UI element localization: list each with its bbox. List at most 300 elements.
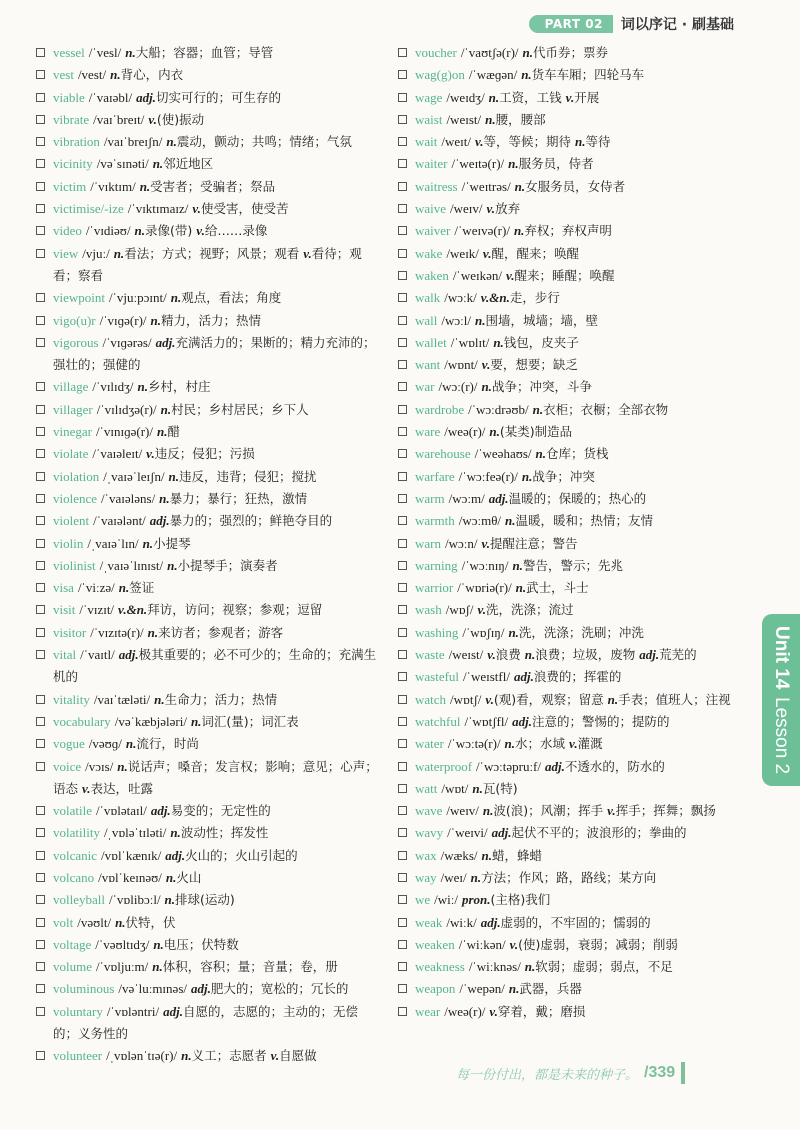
entry-part-of-speech: n. (152, 959, 163, 975)
entry-word: waiter (415, 156, 448, 172)
entry-body (415, 153, 740, 175)
entry-part-of-speech: v. (506, 267, 515, 283)
entry-part-of-speech: n. (508, 624, 519, 640)
entry-phonetic: /ˈwɔːtə(r)/ (447, 736, 501, 752)
entry-phonetic: /ˈvɪɡərəs/ (102, 334, 152, 350)
entry-checkbox[interactable] (36, 472, 45, 481)
entry-body (415, 488, 740, 510)
entry-word: volleyball (53, 892, 105, 908)
entry-checkbox[interactable] (398, 316, 407, 325)
entry-body (53, 287, 378, 309)
entry-word: vest (53, 67, 74, 83)
entry-checkbox[interactable] (36, 293, 45, 302)
entry-part-of-speech: adj. (150, 803, 171, 819)
entry-checkbox[interactable] (398, 137, 407, 146)
entry-meaning: 给……录像 (204, 223, 268, 239)
entry-body (53, 243, 378, 288)
entry-part-of-speech: n. (493, 334, 504, 350)
entry-part-of-speech: n. (522, 45, 533, 60)
entry-checkbox[interactable] (398, 695, 407, 704)
entry-part-of-speech: v. (607, 803, 616, 819)
entry-checkbox[interactable] (398, 271, 407, 280)
entry-checkbox[interactable] (398, 405, 407, 414)
entry-checkbox[interactable] (398, 739, 407, 748)
entry-word: viable (53, 89, 85, 105)
entry-checkbox[interactable] (398, 338, 407, 347)
entry-meaning: 浪费；垃圾，废物 (535, 647, 636, 663)
entry-checkbox[interactable] (36, 405, 45, 414)
entry-word: waterproof (415, 758, 473, 774)
entry-checkbox[interactable] (398, 226, 407, 235)
vocab-entry (398, 376, 740, 398)
entry-part-of-speech: adj. (480, 914, 501, 930)
entry-word: wash (415, 602, 442, 618)
entry-phonetic: /vɒlˈkeɪnəʊ/ (98, 869, 162, 885)
entry-part-of-speech: n. (513, 223, 525, 239)
entry-phonetic: /ˈwɔːtəpruːf/ (476, 758, 541, 774)
entry-checkbox[interactable] (36, 449, 45, 458)
entry-checkbox[interactable] (36, 316, 45, 325)
vocab-entry (398, 822, 740, 844)
entry-meaning: 自愿做 (279, 1048, 317, 1064)
vocab-entry (36, 800, 378, 822)
entry-word: weakness (415, 959, 465, 975)
entry-checkbox[interactable] (398, 293, 407, 302)
entry-checkbox[interactable] (398, 583, 407, 592)
entry-checkbox[interactable] (36, 561, 45, 570)
entry-body (415, 622, 740, 644)
entry-checkbox[interactable] (398, 605, 407, 614)
entry-part-of-speech: n. (489, 424, 500, 440)
entry-part-of-speech: n. (160, 401, 172, 417)
entry-part-of-speech: n. (470, 869, 482, 885)
entry-phonetic: /ˈwepən/ (459, 981, 505, 997)
entry-part-of-speech: v. (196, 223, 205, 239)
entry-checkbox[interactable] (36, 226, 45, 235)
vocab-entry (398, 867, 740, 889)
entry-body (415, 733, 740, 755)
entry-part-of-speech: v. (509, 936, 519, 952)
vocab-entry (398, 131, 740, 153)
entry-phonetic: /wɒʃ/ (445, 602, 474, 618)
entry-body (415, 42, 740, 64)
entry-part-of-speech: v. (270, 1048, 280, 1064)
entry-phonetic: /wɔː(r)/ (438, 379, 478, 395)
entry-body (415, 287, 740, 309)
entry-checkbox[interactable] (36, 516, 45, 525)
entry-checkbox[interactable] (36, 873, 45, 882)
vocab-entry (398, 689, 740, 711)
entry-word: voluminous (53, 981, 115, 997)
entry-phonetic: /ˈvɪdiəʊ/ (85, 223, 131, 239)
entry-word: watt (415, 780, 438, 796)
entry-meaning: 围墙，城墙；墙，壁 (485, 312, 598, 328)
entry-checkbox[interactable] (36, 650, 45, 659)
entry-meaning: 等待 (585, 134, 611, 150)
entry-body (53, 800, 378, 822)
vocab-entry (36, 399, 378, 421)
entry-meaning: 体积，容积；量；音量；卷，册 (162, 959, 338, 975)
vocab-entry (398, 889, 740, 911)
vocab-entry (398, 778, 740, 800)
entry-meaning: 代币券；票券 (532, 45, 608, 60)
entry-meaning: 精力，活力；热情 (160, 312, 261, 328)
entry-phonetic: /ˌvɒləˈtɪləti/ (103, 825, 167, 841)
entry-body (53, 220, 378, 242)
entry-word: victim (53, 178, 87, 194)
entry-checkbox[interactable] (36, 851, 45, 860)
entry-body (415, 510, 740, 532)
entry-part-of-speech: n. (170, 825, 181, 841)
entry-word: village (53, 379, 89, 395)
entry-meaning: 词汇(量)；词汇表 (201, 713, 299, 729)
entry-body (53, 87, 378, 109)
entry-body (53, 912, 378, 934)
entry-checkbox[interactable] (398, 70, 407, 79)
entry-phonetic: /vəˈkæbjələri/ (114, 713, 187, 729)
entry-checkbox[interactable] (36, 115, 45, 124)
entry-meaning: 来访者；参观者；游客 (158, 624, 284, 640)
entry-part-of-speech: n. (139, 178, 151, 194)
entry-meaning: 波动性；挥发性 (180, 825, 269, 841)
vocab-entry (36, 622, 378, 644)
entry-meaning: 提醒注意；警告 (490, 535, 578, 551)
entry-word: waive (415, 201, 447, 217)
entry-part-of-speech: pron. (461, 892, 491, 908)
entry-meaning: 醋 (167, 424, 180, 440)
entry-phonetic: /ˈvɪktɪm/ (90, 178, 136, 194)
entry-word: watchful (415, 713, 461, 729)
entry-part-of-speech: n. (515, 580, 527, 596)
entry-phonetic: /weɪk/ (446, 245, 479, 261)
entry-checkbox[interactable] (36, 48, 45, 57)
entry-checkbox[interactable] (398, 784, 407, 793)
entry-part-of-speech: n. (508, 981, 520, 997)
entry-meaning: 钱包，皮夹子 (503, 334, 579, 350)
entry-part-of-speech: n. (181, 1048, 192, 1064)
entry-body (53, 421, 378, 443)
entry-phonetic: /ˈwɒʃɪŋ/ (462, 624, 505, 640)
entry-part-of-speech: n. (147, 624, 159, 640)
vocab-entry (398, 287, 740, 309)
entry-phonetic: /wɔːl/ (441, 312, 471, 328)
entry-part-of-speech: adj. (544, 758, 565, 774)
entry-phonetic: /ˈvaɪələns/ (101, 490, 156, 506)
entry-checkbox[interactable] (36, 93, 45, 102)
entry-body (53, 176, 378, 198)
entry-checkbox[interactable] (398, 93, 407, 102)
entry-part-of-speech: n. (472, 780, 483, 796)
entry-phonetic: /ˈwɔːfeə(r)/ (458, 468, 518, 484)
entry-body (53, 599, 378, 621)
entry-checkbox[interactable] (36, 806, 45, 815)
entry-checkbox[interactable] (398, 851, 407, 860)
entry-checkbox[interactable] (398, 828, 407, 837)
entry-word: violinist (53, 557, 96, 573)
entry-meaning: 邻近地区 (163, 156, 214, 172)
vocab-entry (398, 64, 740, 86)
entry-meaning: 说话声；嗓音；发言权；影响；意见；心声；语态 (53, 758, 378, 796)
entry-phonetic: /ˈvaʊtʃə(r)/ (460, 45, 519, 60)
vocab-entry (398, 510, 740, 532)
entry-phonetic: /vɒlˈkænɪk/ (101, 847, 162, 863)
entry-checkbox[interactable] (398, 628, 407, 637)
entry-checkbox[interactable] (398, 962, 407, 971)
entry-meaning: 警告，警示；先兆 (522, 557, 623, 573)
entry-meaning: 肥大的；宽松的；冗长的 (210, 981, 349, 997)
entry-checkbox[interactable] (36, 695, 45, 704)
vocab-entry (36, 867, 378, 889)
vocab-entry (398, 176, 740, 198)
entry-word: waste (415, 647, 445, 663)
entry-meaning: 背心，内衣 (120, 67, 184, 83)
vocab-entry (36, 42, 378, 64)
entry-checkbox[interactable] (36, 204, 45, 213)
vocab-entry (36, 510, 378, 532)
entry-phonetic: /wɔːmθ/ (458, 513, 502, 529)
entry-checkbox[interactable] (398, 427, 407, 436)
entry-meaning: 方法；作风；路，路线；某方向 (481, 869, 657, 885)
entry-checkbox[interactable] (36, 962, 45, 971)
entry-body (53, 153, 378, 175)
entry-body (53, 332, 378, 377)
entry-body (53, 42, 378, 64)
entry-meaning: 不透水的，防水的 (564, 758, 665, 774)
vocab-entry (36, 87, 378, 109)
vocab-entry (398, 332, 740, 354)
entry-phonetic: /ˌvaɪəˈleɪʃn/ (103, 468, 165, 484)
entry-body (415, 443, 740, 465)
entry-phonetic: /ˈwɔːnɪŋ/ (461, 557, 509, 573)
entry-body (53, 1045, 378, 1067)
entry-part-of-speech: adj. (488, 490, 509, 506)
entry-meaning: 拜访，访问；视察；参观；逗留 (147, 602, 323, 618)
right-column (398, 42, 740, 1068)
vocab-entry (398, 756, 740, 778)
vocab-entry (398, 488, 740, 510)
entry-body (53, 443, 378, 465)
entry-checkbox[interactable] (36, 539, 45, 548)
entry-phonetic: /ˈweɪtə(r)/ (451, 156, 505, 172)
entry-checkbox[interactable] (398, 494, 407, 503)
entry-word: video (53, 223, 82, 239)
entry-checkbox[interactable] (36, 583, 45, 592)
entry-meaning: 瓦(特) (482, 780, 518, 796)
entry-meaning: 违反，违背；侵犯；搅扰 (179, 468, 317, 484)
entry-checkbox[interactable] (36, 762, 45, 771)
entry-body (53, 867, 378, 889)
entry-word: warm (415, 490, 445, 506)
entry-checkbox[interactable] (398, 449, 407, 458)
entry-checkbox[interactable] (36, 159, 45, 168)
page-footer (456, 1062, 685, 1084)
entry-body (415, 822, 740, 844)
entry-phonetic: /weə(r)/ (444, 424, 486, 440)
entry-meaning: 手表；值班人；注视 (618, 691, 731, 707)
entry-word: way (415, 869, 437, 885)
entry-checkbox[interactable] (36, 1051, 45, 1060)
entry-part-of-speech: v. (477, 602, 486, 618)
vocab-entry (398, 198, 740, 220)
entry-meaning: 村民；乡村居民；乡下人 (171, 401, 309, 417)
entry-checkbox[interactable] (398, 360, 407, 369)
entry-checkbox[interactable] (36, 918, 45, 927)
entry-part-of-speech: n. (512, 557, 523, 573)
vocab-entry (398, 711, 740, 733)
entry-word: visitor (53, 624, 87, 640)
entry-body (415, 87, 740, 109)
entry-word: wave (415, 803, 443, 819)
entry-checkbox[interactable] (398, 182, 407, 191)
entry-part-of-speech: n. (117, 758, 128, 774)
entry-checkbox[interactable] (398, 806, 407, 815)
entry-phonetic: /ˈvaɪələnt/ (93, 513, 146, 529)
entry-body (53, 577, 378, 599)
entry-meaning: 武士，斗士 (526, 580, 589, 596)
vocab-entry (36, 533, 378, 555)
entry-phonetic: /ˌvɒlənˈtɪə(r)/ (106, 1048, 178, 1064)
entry-checkbox[interactable] (398, 48, 407, 57)
entry-meaning: 暴力的；强烈的；鲜艳夺目的 (169, 513, 333, 529)
entry-part-of-speech: v. (192, 201, 201, 217)
entry-checkbox[interactable] (36, 382, 45, 391)
header-title: 词以序记 · 刷基础 (620, 17, 734, 33)
entry-part-of-speech: n. (535, 446, 546, 462)
entry-word: vital (53, 647, 77, 663)
entry-meaning: (观)看，观察；留意 (493, 691, 604, 707)
entry-meaning: 等，等候；期待 (483, 134, 572, 150)
entry-checkbox[interactable] (398, 918, 407, 927)
entry-checkbox[interactable] (36, 70, 45, 79)
entry-part-of-speech: v. (487, 647, 496, 663)
entry-body (53, 756, 378, 801)
entry-body (415, 555, 740, 577)
entry-checkbox[interactable] (398, 672, 407, 681)
entry-meaning: 虚弱的，不牢固的；懦弱的 (500, 914, 651, 930)
entry-meaning: 注意的；警惕的；提防的 (531, 713, 670, 729)
vocab-entry (398, 555, 740, 577)
entry-word: walk (415, 290, 441, 306)
entry-checkbox[interactable] (36, 717, 45, 726)
vocab-entry (36, 109, 378, 131)
entry-checkbox[interactable] (36, 628, 45, 637)
entry-checkbox[interactable] (36, 249, 45, 258)
entry-phonetic: /ˈweɪstfl/ (463, 669, 510, 685)
entry-checkbox[interactable] (36, 338, 45, 347)
entry-checkbox[interactable] (36, 182, 45, 191)
entry-body (53, 622, 378, 644)
entry-checkbox[interactable] (398, 159, 407, 168)
lesson-label: Lesson 2 (771, 697, 792, 775)
entry-word: villager (53, 401, 93, 417)
entry-phonetic: /wiː/ (434, 892, 458, 908)
entry-word: visa (53, 580, 74, 596)
entry-checkbox[interactable] (398, 762, 407, 771)
entry-body (415, 399, 740, 421)
entry-word: wasteful (415, 669, 460, 685)
entry-body (415, 64, 740, 86)
entry-checkbox[interactable] (36, 494, 45, 503)
entry-checkbox[interactable] (36, 605, 45, 614)
vocab-entry (36, 131, 378, 153)
entry-word: waist (415, 111, 443, 127)
entry-checkbox[interactable] (36, 739, 45, 748)
entry-phonetic: /ˈweɪvi/ (447, 825, 488, 841)
entry-meaning: 切实可行的；可生存的 (155, 89, 281, 105)
entry-body (415, 265, 740, 287)
entry-checkbox[interactable] (36, 137, 45, 146)
entry-checkbox[interactable] (398, 873, 407, 882)
entry-meaning: 女服务员，女侍者 (525, 178, 626, 194)
entry-phonetic: /weə(r)/ (444, 1003, 486, 1019)
entry-meaning: (主格)我们 (490, 892, 551, 908)
entry-checkbox[interactable] (398, 895, 407, 904)
entry-meaning: 观点，看法；角度 (181, 290, 282, 306)
entry-phonetic: /ˈvesl/ (88, 45, 122, 60)
entry-checkbox[interactable] (36, 427, 45, 436)
entry-phonetic: /ˈvɒljuːm/ (95, 959, 149, 975)
entry-phonetic: /vəʊɡ/ (88, 736, 122, 752)
entry-part-of-speech: v. (474, 134, 484, 150)
entry-checkbox[interactable] (36, 1007, 45, 1016)
entry-body (415, 800, 740, 822)
entry-part-of-speech: n. (134, 223, 146, 239)
entry-checkbox[interactable] (398, 249, 407, 258)
entry-checkbox[interactable] (36, 984, 45, 993)
entry-checkbox[interactable] (398, 650, 407, 659)
entry-checkbox[interactable] (36, 828, 45, 837)
entry-checkbox[interactable] (398, 539, 407, 548)
entry-body (415, 310, 740, 332)
entry-checkbox[interactable] (36, 940, 45, 949)
entry-meaning: 荒芜的 (659, 647, 697, 663)
entry-body (53, 533, 378, 555)
entry-checkbox[interactable] (398, 516, 407, 525)
entry-checkbox[interactable] (398, 984, 407, 993)
entry-word: vocabulary (53, 713, 111, 729)
vocab-entry (36, 689, 378, 711)
entry-meaning: 乡村，村庄 (148, 379, 211, 395)
entry-checkbox[interactable] (398, 940, 407, 949)
entry-word: wear (415, 1003, 441, 1019)
entry-part-of-speech: v. (481, 535, 491, 551)
vocab-entry (398, 310, 740, 332)
vocab-entry (398, 800, 740, 822)
entry-checkbox[interactable] (398, 204, 407, 213)
entry-part-of-speech: n. (485, 111, 496, 127)
entry-meaning: 违反；侵犯；污损 (154, 446, 255, 462)
vocab-entry (398, 354, 740, 376)
entry-body (415, 466, 740, 488)
entry-checkbox[interactable] (398, 382, 407, 391)
entry-checkbox[interactable] (398, 1007, 407, 1016)
entry-phonetic: /vjuː/ (82, 245, 110, 261)
entry-checkbox[interactable] (36, 895, 45, 904)
entry-body (415, 934, 740, 956)
entry-word: violence (53, 490, 98, 506)
entry-checkbox[interactable] (398, 472, 407, 481)
entry-checkbox[interactable] (398, 115, 407, 124)
entry-checkbox[interactable] (398, 717, 407, 726)
entry-word: waken (415, 267, 449, 283)
entry-meaning: 衣柜；衣橱；全部衣物 (543, 401, 669, 417)
entry-meaning: 软弱；虚弱；弱点，不足 (535, 959, 673, 975)
entry-checkbox[interactable] (398, 561, 407, 570)
entry-word: want (415, 357, 441, 373)
entry-word: warning (415, 557, 458, 573)
vocab-entry (36, 555, 378, 577)
vocab-entry (398, 421, 740, 443)
